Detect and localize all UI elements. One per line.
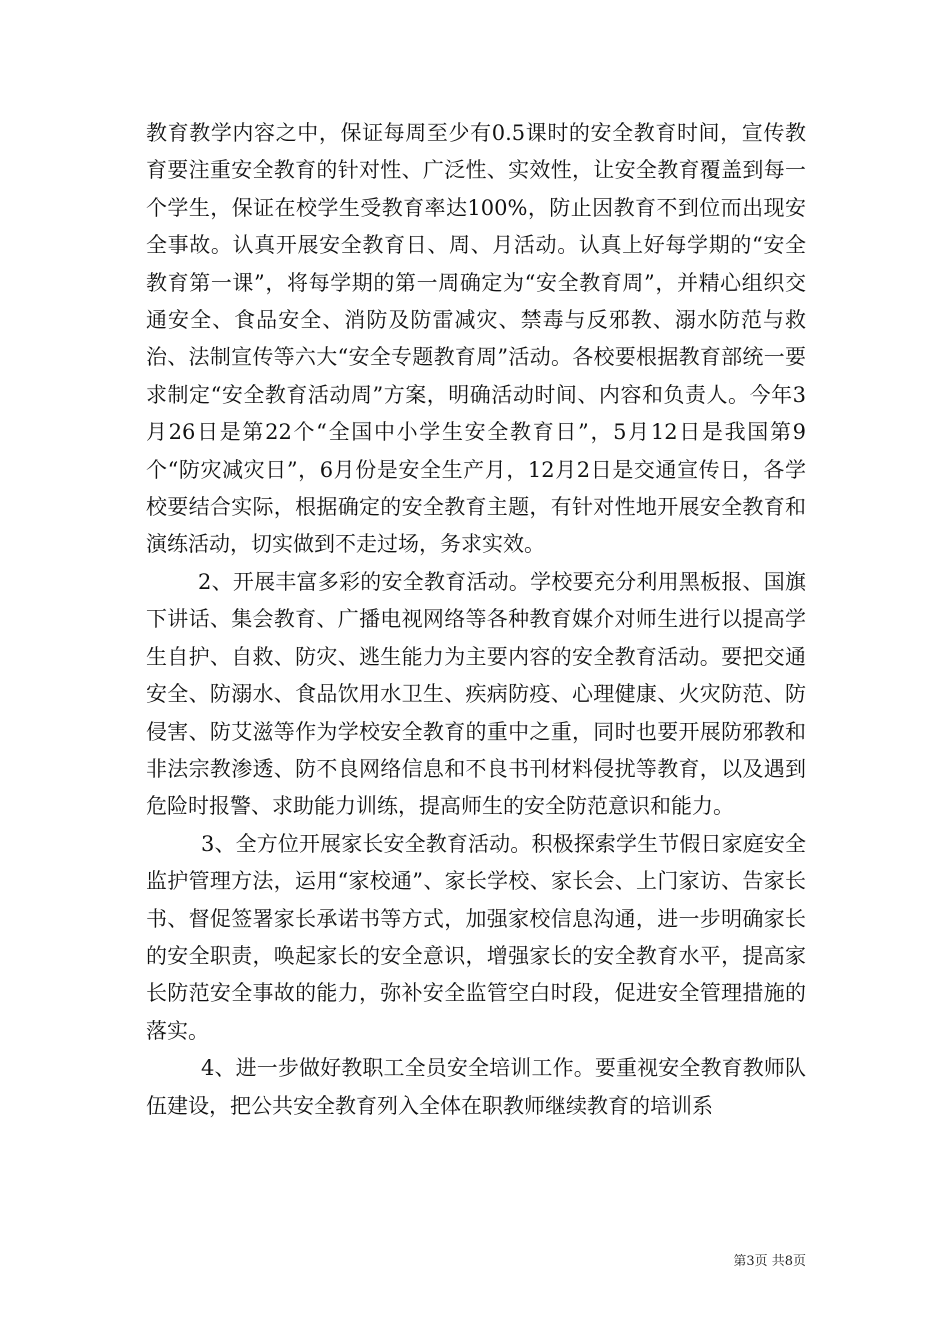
document-body [146, 115, 806, 1125]
paragraph-continuation: 教育教学内容之中，保证每周至少有0.5课时的安全教育时间，宣传教育要注重安全教育的针对性、广泛性、实效性，让安全教育覆盖到每一个学生，保证在校学生受教育率达100%，防止因教育不到位而出现安全事故。认真开展安全教育日、周、月活动。认真上好每学期的“安全教育第一课”，将每学期的第一周确定为“安全教育周”，并精心组织交通安全、食品安全、消防及防雷减灾、禁毒与反邪教、溺水防范与救治、法制宣传等六大“安全专题教育周”活动。各校要根据教育部统一要求制定“安全教育活动周”方案，明确活动时间、内容和负责人。今年3月26日是第22个“全国中小学生安全教育日”，5月12日是我国第9个“防灾减灾日”，6月份是安全生产月，12月2日是交通宣传日，各学校要结合实际，根据确定的安全教育主题，有针对性地开展安全教育和演练活动，切实做到不走过场，务求实效。 [146, 121, 806, 557]
paragraph-item-4: 4、进一步做好教职工全员安全培训工作。要重视安全教育教师队伍建设，把公共安全教育列入全体在职教师继续教育的培训系 [146, 1056, 806, 1118]
paragraph-item-2: 2、开展丰富多彩的安全教育活动。学校要充分利用黑板报、国旗下讲话、集会教育、广播电视网络等各种教育媒介对师生进行以提高学生自护、自救、防灾、逃生能力为主要内容的安全教育活动。要把交通安全、防溺水、食品饮用水卫生、疾病防疫、心理健康、火灾防范、防侵害、防艾滋等作为学校安全教育的重中之重，同时也要开展防邪教和非法宗教渗透、防不良网络信息和不良书刊材料侵扰等教育，以及遇到危险时报警、求助能力训练，提高师生的安全防范意识和能力。 [146, 569, 806, 819]
paragraph-item-3: 3、全方位开展家长安全教育活动。积极探索学生节假日家庭安全监护管理方法，运用“家校通”、家长学校、家长会、上门家访、告家长书、督促签署家长承诺书等方式，加强家校信息沟通，进一步明确家长的安全职责，唤起家长的安全意识，增强家长的安全教育水平，提高家长防范安全事故的能力，弥补安全监管空白时段，促进安全管理措施的落实。 [146, 831, 806, 1043]
page-number-footer: 第3页 共8页 [733, 1254, 806, 1269]
